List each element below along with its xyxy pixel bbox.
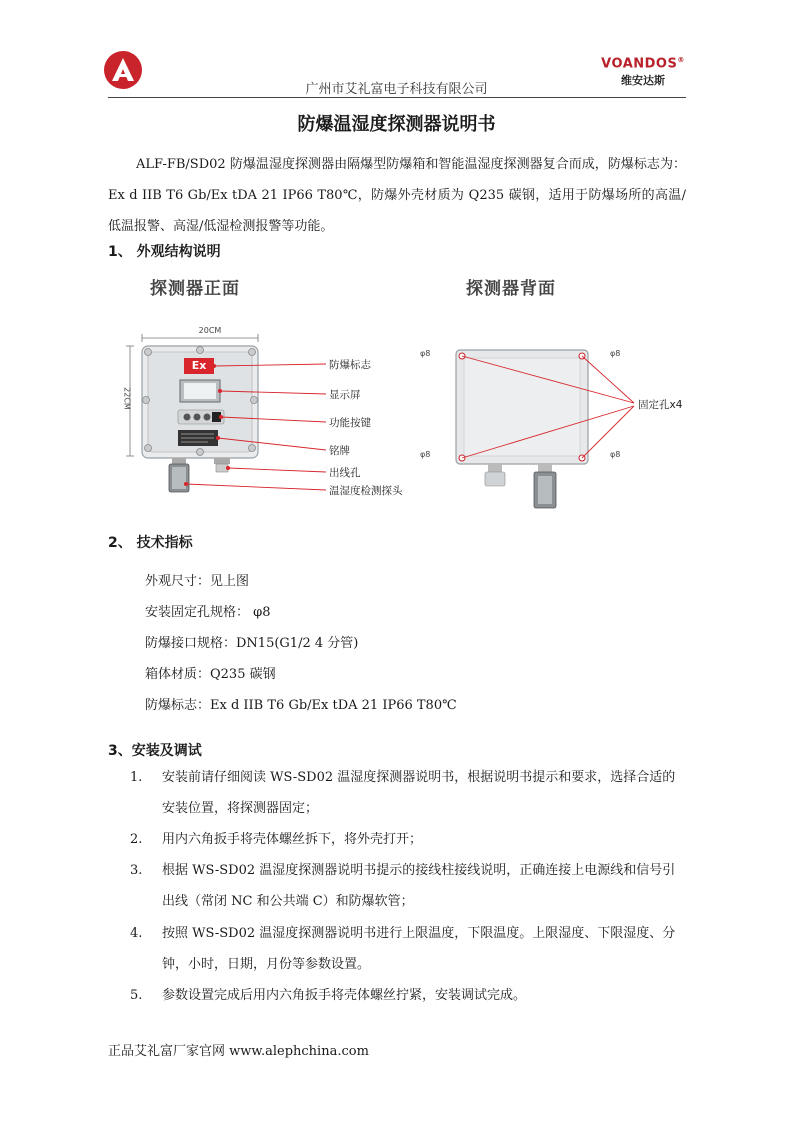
step-text: 用内六角扳手将壳体螺丝拆下，将外壳打开； xyxy=(162,832,423,847)
callout-nameplate: 铭牌 xyxy=(329,445,350,457)
step-text: 按照 WS-SD02 温湿度探测器说明书进行上限温度，下限温度。上限湿度、下限湿度、分钟，小时，日期，月份等参数设置。 xyxy=(162,926,676,972)
callout-display: 显示屏 xyxy=(329,389,361,401)
step-number: 5. xyxy=(130,988,143,1003)
structure-figure xyxy=(108,270,686,520)
header-divider xyxy=(108,97,686,98)
section3-heading: 3、安装及调试 xyxy=(108,743,202,759)
brand-cn: 维安达斯 xyxy=(621,74,665,88)
step-number: 2. xyxy=(130,832,143,847)
step-number: 3. xyxy=(130,863,143,878)
back-view-label: 探测器背面 xyxy=(466,279,556,299)
spec-mounting-hole: 安装固定孔规格： φ8 xyxy=(145,605,271,620)
spec-interface: 防爆接口规格：DN15(G1/2 4 分管) xyxy=(145,636,359,651)
brand-name: VOANDOS xyxy=(601,56,678,72)
front-view-label: 探测器正面 xyxy=(150,279,240,299)
callout-explosion-mark: 防爆标志 xyxy=(329,359,371,371)
hole-label-bottom-right: φ8 xyxy=(610,450,621,459)
hole-label-bottom-left: φ8 xyxy=(420,450,431,459)
document-title: 防爆温湿度探测器说明书 xyxy=(297,114,496,135)
callout-mounting-holes: 固定孔x4 xyxy=(638,399,683,411)
header-company-name: 广州市艾礼富电子科技有限公司 xyxy=(305,82,488,97)
callout-outlet: 出线孔 xyxy=(329,467,361,479)
section1-heading: 1、 外观结构说明 xyxy=(108,244,221,260)
callout-probe: 温湿度检测探头 xyxy=(329,485,403,497)
step-number: 1. xyxy=(130,770,143,785)
back-view-drawing xyxy=(408,270,686,520)
step-text: 安装前请仔细阅读 WS-SD02 温湿度探测器说明书，根据说明书提示和要求，选择合适的安装位置，将探测器固定； xyxy=(162,770,676,816)
spec-dimensions: 外观尺寸：见上图 xyxy=(145,574,250,589)
brand-logo xyxy=(600,56,686,88)
ex-mark: Ex xyxy=(191,359,207,372)
height-dimension: 22CM xyxy=(122,387,132,410)
hole-label-top-right: φ8 xyxy=(610,349,621,358)
width-dimension: 20CM xyxy=(198,326,222,335)
step-number: 4. xyxy=(130,926,143,941)
intro-paragraph: ALF-FB/SD02 防爆温湿度探测器由隔爆型防爆箱和智能温湿度探测器复合而成，防爆标志为：Ex d IIB T6 Gb/Ex tDA 21 IP66 T80℃，防爆外壳材质为 Q235 碳钢，适用于防爆场所的高温/低温报警、高湿/低湿检测报警等功能。 xyxy=(108,157,686,234)
hole-label-top-left: φ8 xyxy=(420,349,431,358)
step-text: 根据 WS-SD02 温湿度探测器说明书提示的接线柱接线说明，正确连接上电源线和信号引出线（常闭 NC 和公共端 C）和防爆软管； xyxy=(162,863,676,909)
step-text: 参数设置完成后用内六角扳手将壳体螺丝拧紧，安装调试完成。 xyxy=(162,988,527,1003)
footer-website: 正品艾礼富厂家官网 www.alephchina.com xyxy=(108,1044,369,1059)
callout-buttons: 功能按键 xyxy=(329,417,371,429)
spec-material: 箱体材质：Q235 碳钢 xyxy=(145,667,276,682)
brand-reg: ® xyxy=(677,56,685,64)
spec-explosion-mark: 防爆标志：Ex d IIB T6 Gb/Ex tDA 21 IP66 T80℃ xyxy=(145,698,457,713)
section2-heading: 2、 技术指标 xyxy=(108,535,193,551)
